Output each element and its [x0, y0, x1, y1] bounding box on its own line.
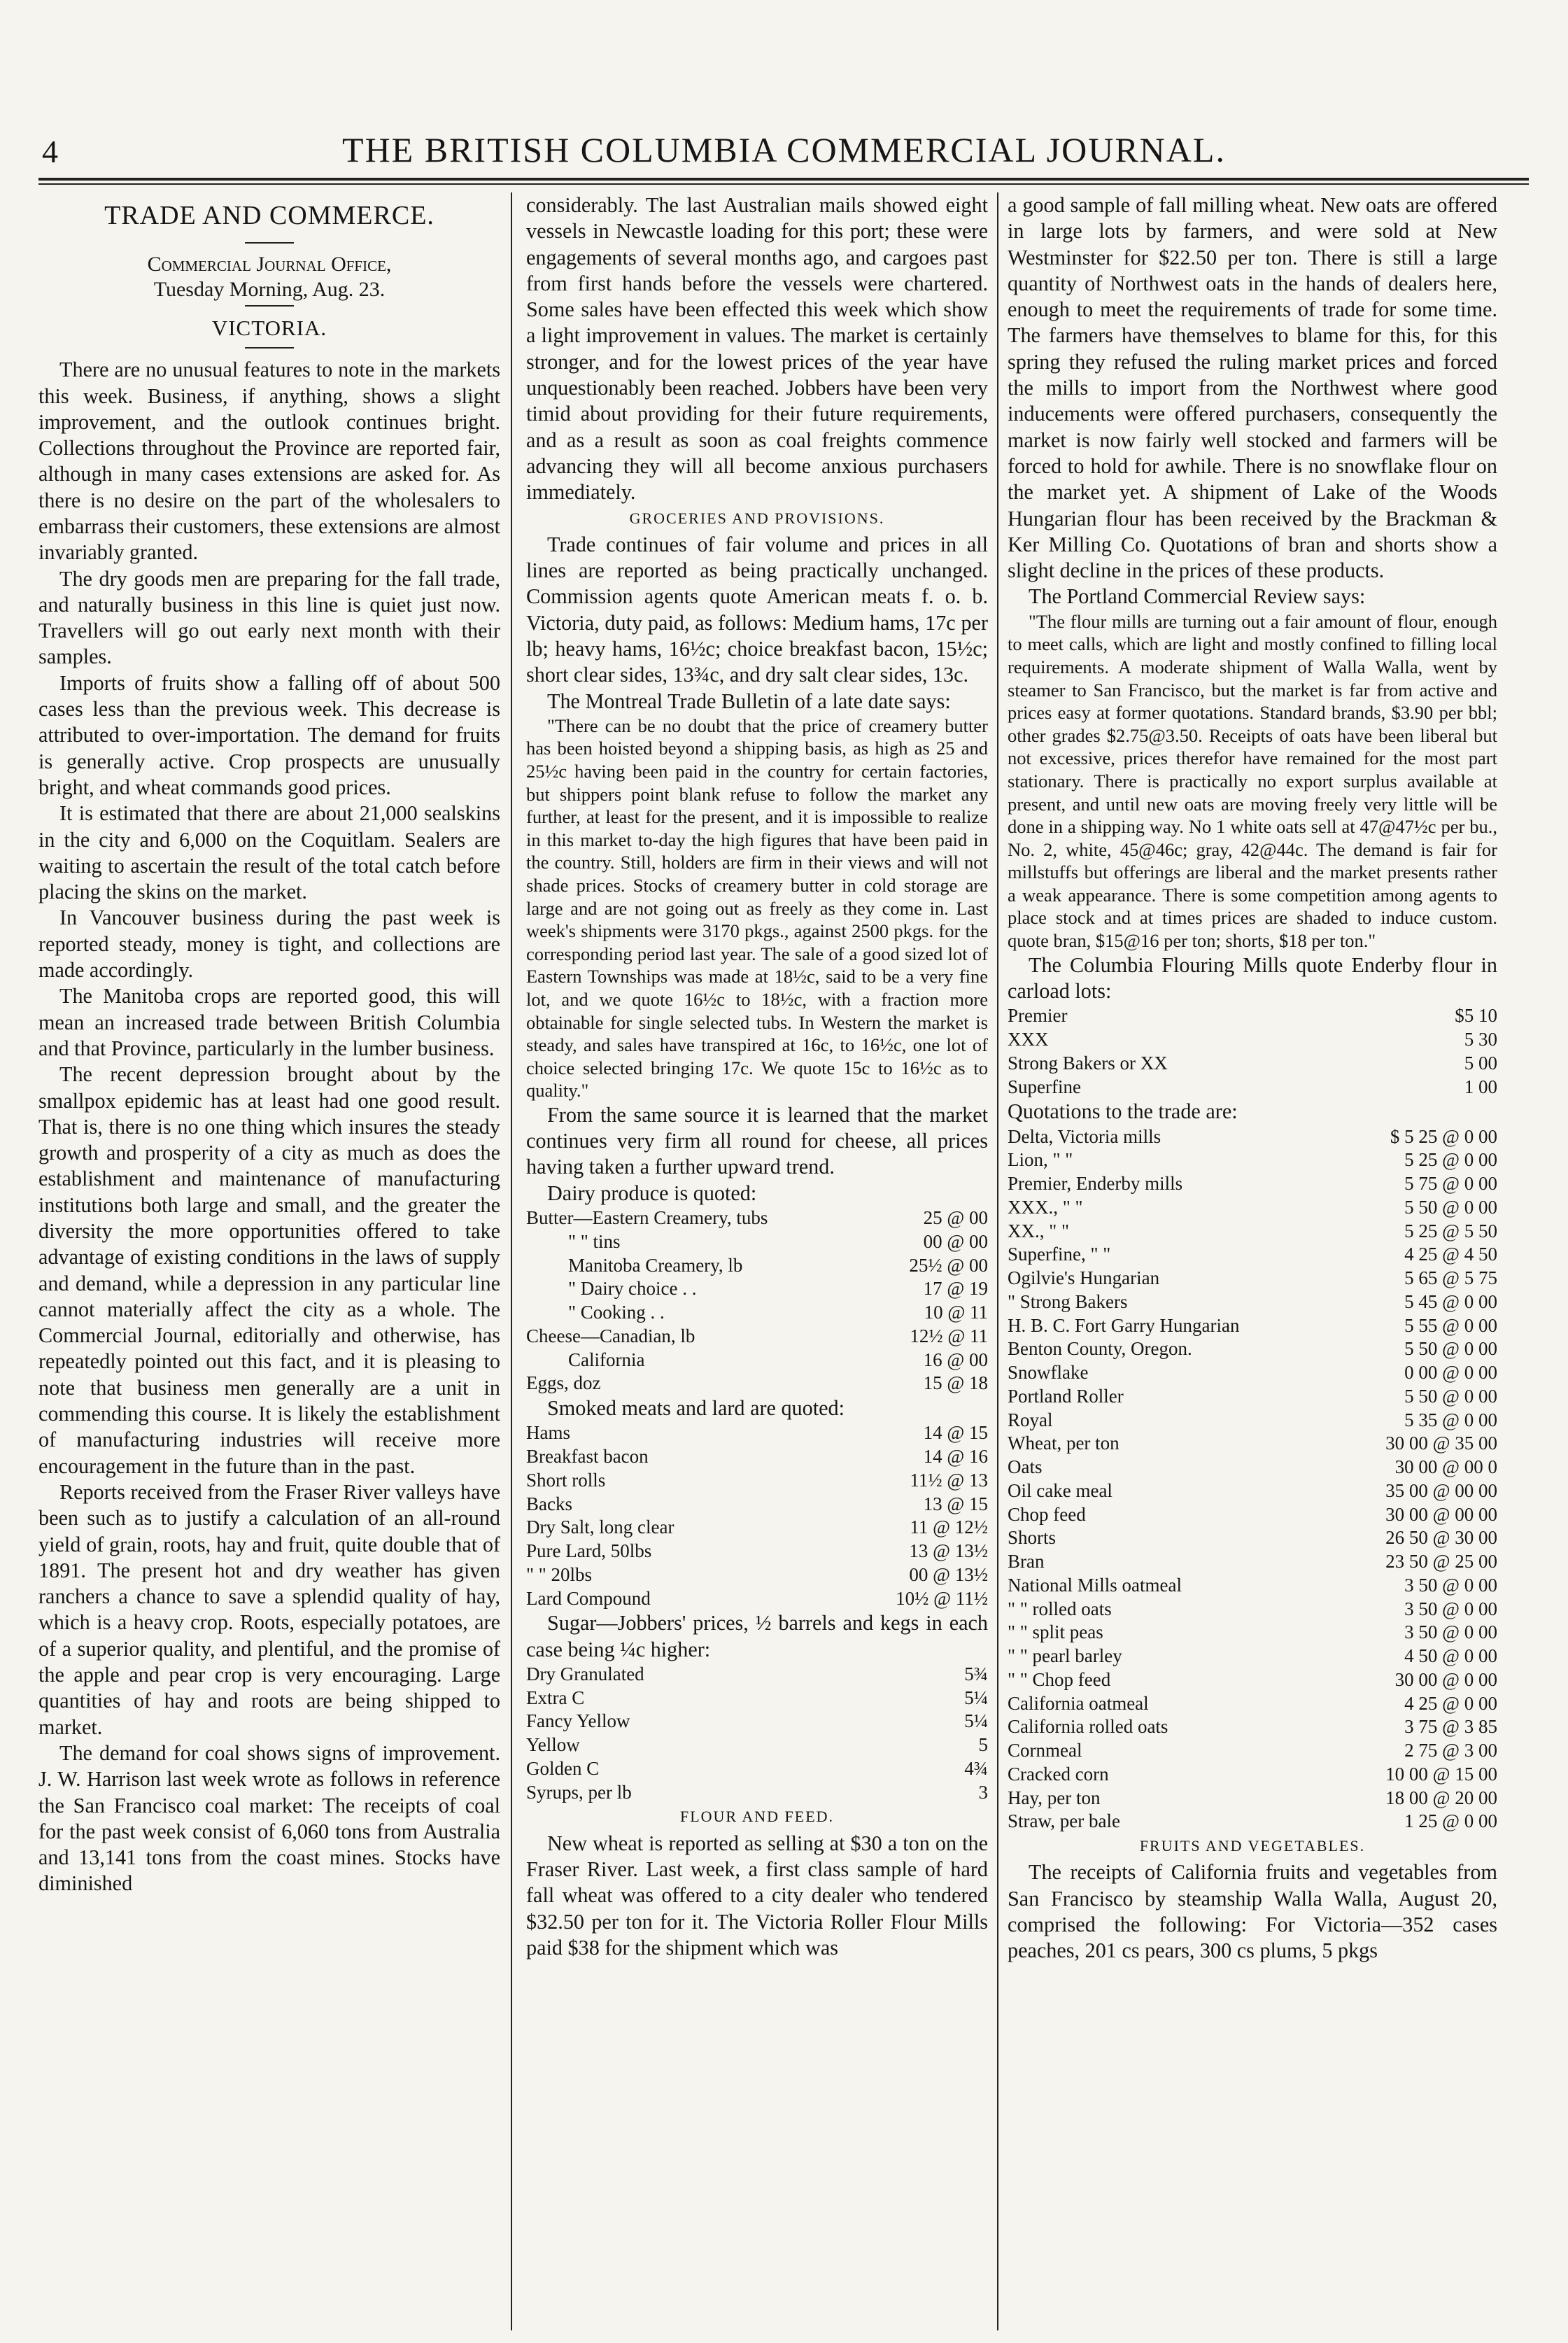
price-item: Ogilvie's Hungarian — [1008, 1267, 1160, 1289]
price-item: Pure Lard, 50lbs — [526, 1540, 652, 1562]
price-row — [526, 1372, 988, 1395]
price-item: Strong Bakers or XX — [1008, 1052, 1168, 1074]
price-item: Hay, per ton — [1008, 1787, 1101, 1808]
price-value: 5 45 @ 0 00 — [1404, 1290, 1497, 1312]
price-value: 25½ @ 00 — [909, 1254, 988, 1276]
price-value: 30 00 @ 35 00 — [1385, 1433, 1497, 1454]
price-row — [526, 1277, 988, 1301]
paragraph: Reports received from the Fraser River valleys have been such as to justify a calculation of an all-round yield of grain, roots, hay and fruit, quite double that of 1891. The present hot and dry weather has given ranchers a chance to save a splendid quality of hay, which is a heavy crop. Roots, especially potatoes, are of a superior quality, and plentiful, and the promise of the apple and pear crop is very encouraging. Large quantities of hay and roots are being shipped to market. — [38, 1479, 500, 1739]
price-value: 5¾ — [964, 1663, 988, 1684]
price-value: 4 50 @ 0 00 — [1404, 1645, 1497, 1667]
paragraph: In Vancouver business during the past week is reported steady, money is tight, and collections are made accordingly. — [38, 906, 500, 983]
price-item: Delta, Victoria mills — [1008, 1125, 1161, 1147]
price-row — [1008, 1645, 1497, 1668]
price-value: 14 @ 16 — [923, 1446, 988, 1468]
price-row — [1008, 1715, 1497, 1739]
price-value: 3 50 @ 0 00 — [1404, 1621, 1497, 1643]
price-value: 0 00 @ 0 00 — [1404, 1362, 1497, 1384]
price-row — [1008, 1692, 1497, 1716]
price-value: 00 @ 00 — [923, 1230, 988, 1252]
price-row — [1008, 1290, 1497, 1314]
price-item: Cheese—Canadian, lb — [526, 1325, 695, 1346]
price-value: 5 50 @ 0 00 — [1404, 1385, 1497, 1407]
price-value: 23 50 @ 25 00 — [1385, 1551, 1497, 1572]
price-item: Dry Granulated — [526, 1663, 644, 1684]
price-item: XX., " " — [1008, 1220, 1070, 1241]
price-value: 13 @ 15 — [923, 1493, 988, 1514]
trade-price-table — [1008, 1125, 1497, 1834]
price-row — [1008, 1076, 1497, 1099]
price-row — [526, 1663, 988, 1687]
price-item: Cornmeal — [1008, 1740, 1082, 1761]
price-item: Premier — [1008, 1005, 1068, 1027]
price-item: Yellow — [526, 1734, 580, 1756]
price-item: Chop feed — [1008, 1503, 1086, 1525]
price-row — [526, 1206, 988, 1230]
price-row — [1008, 1220, 1497, 1244]
office-name: Commercial Journal Office, — [147, 252, 392, 276]
price-value: 12½ @ 11 — [910, 1325, 988, 1346]
price-row — [1008, 1243, 1497, 1267]
price-value: 3 50 @ 0 00 — [1404, 1598, 1497, 1619]
paragraph: a good sample of fall milling wheat. New oats are offered in large lots by farmers, and were sold at New Westminster for $22.50 per ton. There is still a large quantity of Northwest oats in the hands of dealers here, enough to meet the requirements of trade for some time. The farmers have themselves to blame for this, for this spring they refused the ruling market prices and forced the mills to import from the Northwest where good inducements were offered purchasers, consequently the market is now fairly well stocked and farmers will be forced to hold for awhile. There is no snowflake flour on the market yet. A shipment of Lake of the Woods Hungarian flour has been received by the Brackman & Ker Milling Co. Quotations of bran and shorts show a slight decline in the prices of these products. — [1008, 193, 1497, 583]
price-value: 5 — [978, 1734, 988, 1756]
dairy-intro: Dairy produce is quoted: — [547, 1181, 757, 1205]
subheading-fruits: FRUITS AND VEGETABLES. — [1139, 1837, 1366, 1855]
price-row — [1008, 1763, 1497, 1787]
price-item: Manitoba Creamery, lb — [568, 1254, 743, 1276]
price-row — [526, 1254, 988, 1278]
section-heading: TRADE AND COMMERCE. — [104, 201, 435, 230]
price-item: Fancy Yellow — [526, 1710, 630, 1732]
header-rule-thin — [38, 183, 1529, 185]
price-value: 30 00 @ 0 00 — [1394, 1668, 1497, 1690]
price-row — [526, 1349, 988, 1372]
subheading-flour: FLOUR AND FEED. — [679, 1808, 835, 1826]
price-item: " " 20lbs — [526, 1563, 593, 1585]
price-item: Premier, Enderby mills — [1008, 1173, 1183, 1195]
price-item: Extra C — [526, 1687, 585, 1708]
price-row — [1008, 1337, 1497, 1361]
price-row — [1008, 1810, 1497, 1834]
price-item: Shorts — [1008, 1527, 1057, 1549]
price-value: 3 75 @ 3 85 — [1404, 1716, 1497, 1738]
price-value: 5¼ — [964, 1687, 988, 1708]
price-row — [1008, 1028, 1497, 1052]
price-item: Short rolls — [526, 1469, 606, 1491]
price-row — [1008, 1739, 1497, 1763]
price-value: 13 @ 13½ — [909, 1540, 988, 1562]
price-row — [1008, 1432, 1497, 1456]
price-row — [1008, 1479, 1497, 1503]
price-row — [526, 1469, 988, 1493]
dateline: Tuesday Morning, Aug. 23. — [153, 277, 386, 301]
price-row — [1008, 1598, 1497, 1621]
price-row — [1008, 1004, 1497, 1028]
price-row — [1008, 1526, 1497, 1550]
price-row — [1008, 1456, 1497, 1479]
price-value: 11½ @ 13 — [910, 1469, 988, 1491]
paragraph: Trade continues of fair volume and prices in all lines are reported as being practically unchanged. Commission agents quote American meats f. o. b. Victoria, duty paid, as follows: Medium hams, 17c per lb; heavy hams, 16½c; choice breakfast bacon, 15½c; short clear sides, 13¾c, and dry salt clear sides, 13c. — [526, 532, 988, 687]
price-value: 5 25 @ 5 50 — [1404, 1220, 1497, 1241]
smoked-intro: Smoked meats and lard are quoted: — [547, 1396, 845, 1421]
price-item: H. B. C. Fort Garry Hungarian — [1008, 1314, 1240, 1336]
price-item: " " Chop feed — [1008, 1668, 1111, 1690]
price-value: 5 00 — [1464, 1052, 1497, 1074]
price-row — [526, 1540, 988, 1563]
paragraph: The Montreal Trade Bulletin of a late date says: — [547, 689, 951, 713]
paragraph: The Portland Commercial Review says: — [1029, 584, 1366, 609]
page-number: 4 — [42, 134, 58, 169]
price-row — [1008, 1361, 1497, 1385]
price-item: Benton County, Oregon. — [1008, 1338, 1192, 1360]
price-row — [1008, 1314, 1497, 1338]
price-row — [1008, 1668, 1497, 1692]
price-row — [1008, 1172, 1497, 1196]
price-row — [526, 1301, 988, 1325]
price-item: Lard Compound — [526, 1587, 651, 1609]
price-value: 16 @ 00 — [923, 1349, 988, 1370]
price-item: " " pearl barley — [1008, 1645, 1122, 1667]
price-row — [1008, 1409, 1497, 1433]
price-value: 4 25 @ 0 00 — [1404, 1692, 1497, 1714]
column-divider — [997, 192, 998, 2330]
sugar-intro: Sugar—Jobbers' prices, ½ barrels and kegs in each case being ¼c higher: — [526, 1611, 988, 1661]
price-value: 35 00 @ 00 00 — [1385, 1479, 1497, 1501]
price-value: $5 10 — [1455, 1005, 1497, 1027]
paragraph: considerably. The last Australian mails showed eight vessels in Newcastle loading for this port; these were engagements of several months ago, and cargoes past from first hands before the vessels were chartered. Some sales have been effected this week which show a light improvement in values. The market is certainly stronger, and for the lowest prices of the year have unquestionably been reached. Jobbers have been very timid about providing for their future requirements, and as a result as soon as coal freights commence advancing they will all become anxious purchasers immediately. — [526, 193, 988, 505]
price-row — [1008, 1052, 1497, 1076]
price-item: Butter—Eastern Creamery, tubs — [526, 1207, 768, 1229]
price-row — [526, 1757, 988, 1781]
price-value: 17 @ 19 — [923, 1278, 988, 1300]
smoked-meats-table — [526, 1421, 988, 1610]
price-row — [526, 1587, 988, 1611]
price-item: Backs — [526, 1493, 572, 1514]
paragraph: There are no unusual features to note in the markets this week. Business, if anything, shows a slight improvement, and the outlook continues bright. Collections throughout the Province are reported fair, although in many cases extensions are asked for. As there is no desire on the part of the wholesalers to embarrass their customers, these extensions are almost invariably granted. — [38, 358, 500, 565]
price-value: 5 25 @ 0 00 — [1404, 1149, 1497, 1171]
price-item: Hams — [526, 1422, 570, 1444]
paragraph: New wheat is reported as selling at $30 a ton on the Fraser River. Last week, a first class sample of hard fall wheat was offered to a city dealer who tendered $32.50 per ton for it. The Victoria Roller Flour Mills paid $38 for the shipment which was — [526, 1831, 988, 1959]
price-value: 5 65 @ 5 75 — [1404, 1267, 1497, 1289]
price-item: Royal — [1008, 1409, 1053, 1430]
price-value: 2 75 @ 3 00 — [1404, 1740, 1497, 1761]
price-item: " " split peas — [1008, 1621, 1103, 1643]
price-item: Syrups, per lb — [526, 1781, 632, 1803]
price-value: 5 30 — [1464, 1029, 1497, 1050]
price-row — [1008, 1196, 1497, 1220]
price-item: " Strong Bakers — [1008, 1290, 1128, 1312]
heading-rule — [245, 305, 294, 307]
price-value: 18 00 @ 20 00 — [1385, 1787, 1497, 1808]
price-value: 3 — [978, 1781, 988, 1803]
price-row — [526, 1687, 988, 1710]
price-item: " Dairy choice . . — [568, 1278, 697, 1300]
price-row — [526, 1710, 988, 1733]
price-value: 5 55 @ 0 00 — [1404, 1314, 1497, 1336]
price-value: 26 50 @ 30 00 — [1385, 1527, 1497, 1549]
price-item: " " tins — [568, 1230, 621, 1252]
price-value: 30 00 @ 00 00 — [1385, 1503, 1497, 1525]
price-value: 5 50 @ 0 00 — [1404, 1196, 1497, 1218]
price-item: Superfine, " " — [1008, 1244, 1111, 1265]
price-row — [526, 1563, 988, 1587]
price-value: 25 @ 00 — [923, 1207, 988, 1229]
column-left — [38, 192, 500, 1897]
price-item: Oats — [1008, 1456, 1043, 1478]
price-value: 4¾ — [964, 1757, 988, 1779]
enderby-price-table — [1008, 1004, 1497, 1099]
dairy-price-table — [526, 1206, 988, 1395]
quoted-report: "The flour mills are turning out a fair amount of flour, enough to meet calls, which are light and mostly confined to filling local requirements. A moderate shipment of Walla Walla, went by steamer to San Francisco, but the market is far from active and prices easy at former quotations. Standard brands, $3.90 per bbl; other grades $2.75@3.50. Receipts of oats have been liberal but not excessive, prices therefor have remained for the most part stationary. There is practically no export surplus available at present, and until new oats are moving freely very little will be done in a shipping way. No 1 white oats sell at 47@47½c per bu., No. 2, white, 45@46c; gray, 42@44c. The demand is fair for millstuffs but offerings are liberal and the market presents rather a weak appearance. There is some competition among agents to place stock and at times prices are shaded to induce custom. quote bran, $15@16 per ton; shorts, $18 per ton." — [1008, 610, 1497, 952]
paragraph: The Manitoba crops are reported good, this will mean an increased trade between British Columbia and that Province, particularly in the lumber business. — [38, 984, 500, 1060]
subheading-groceries: GROCERIES AND PROVISIONS. — [629, 509, 885, 527]
price-item: Superfine — [1008, 1076, 1081, 1097]
price-value: 3 50 @ 0 00 — [1404, 1574, 1497, 1596]
price-value: 15 @ 18 — [923, 1372, 988, 1394]
price-value: 11 @ 12½ — [910, 1517, 988, 1538]
price-value: 4 25 @ 4 50 — [1404, 1244, 1497, 1265]
price-row — [526, 1445, 988, 1469]
trade-intro: Quotations to the trade are: — [1008, 1099, 1238, 1124]
price-row — [1008, 1385, 1497, 1409]
paragraph: It is estimated that there are about 21,000 sealskins in the city and 6,000 on the Coquitlam. Sealers are waiting to ascertain the result of the total catch before placing the skins on the market. — [38, 801, 500, 904]
price-row — [526, 1516, 988, 1540]
price-item: California oatmeal — [1008, 1692, 1149, 1714]
price-row — [526, 1781, 988, 1805]
price-item: Bran — [1008, 1551, 1045, 1572]
price-value: 1 00 — [1464, 1076, 1497, 1097]
price-row — [1008, 1787, 1497, 1810]
paragraph: From the same source it is learned that the market continues very firm all round for cheese, all prices having taken a further upward trend. — [526, 1102, 988, 1179]
price-item: Lion, " " — [1008, 1149, 1073, 1171]
price-value: $ 5 25 @ 0 00 — [1390, 1125, 1497, 1147]
price-row — [526, 1230, 988, 1254]
office-line — [38, 252, 500, 277]
price-value: 30 00 @ 00 0 — [1394, 1456, 1497, 1478]
paragraph: The receipts of California fruits and vegetables from San Francisco by steamship Walla Walla, August 20, comprised the following: For Victoria—352 cases peaches, 201 cs pears, 300 cs plums, 5 pkgs — [1008, 1860, 1497, 1963]
price-item: Dry Salt, long clear — [526, 1517, 674, 1538]
price-row — [1008, 1550, 1497, 1574]
heading-rule — [245, 347, 294, 349]
paragraph: The demand for coal shows signs of improvement. J. W. Harrison last week wrote as follows in reference the San Francisco coal market: The receipts of coal for the past week consist of 6,060 tons from Australia and 13,141 tons from the coast mines. Stocks have diminished — [38, 1740, 500, 1896]
quoted-report: "There can be no doubt that the price of creamery butter has been hoisted beyond a shipping basis, as high as 25 and 25½c having been paid in the country for certain factories, but shippers point blank refuse to follow the market any further, at least for the present, and it is impossible to realize in this market to-day the high figures that have been paid in the country. Still, holders are firm in their views and will not shade prices. Stocks of creamery butter in cold storage are large and are not going out as freely as they come in. Last week's shipments were 3170 pkgs., against 2500 pkgs. for the corresponding period last year. The sale of a good sized lot of Eastern Townships was made at 18½c, said to be a very fine lot, and we quote 16½c to 18½c, with a fraction more obtainable for single selected tubs. In Western the market is steady, and sales have transpired at 16c, to 16½c, one lot of choice selected bringing 17c. We quote 15c to 16½c as to quality." — [526, 715, 988, 1102]
price-item: Breakfast bacon — [526, 1446, 649, 1468]
price-row — [1008, 1148, 1497, 1172]
masthead-title: THE BRITISH COLUMBIA COMMERCIAL JOURNAL. — [342, 130, 1226, 169]
price-item: California rolled oats — [1008, 1716, 1168, 1738]
price-row — [1008, 1503, 1497, 1527]
city-heading: VICTORIA. — [211, 315, 327, 340]
price-value: 5 75 @ 0 00 — [1404, 1173, 1497, 1195]
price-value: 5¼ — [964, 1710, 988, 1732]
sugar-price-table — [526, 1663, 988, 1805]
price-row — [1008, 1621, 1497, 1645]
price-row — [526, 1733, 988, 1757]
price-value: 00 @ 13½ — [909, 1563, 988, 1585]
price-value: 10 @ 11 — [924, 1302, 988, 1323]
paragraph: Imports of fruits show a falling off of about 500 cases less than the previous week. This decrease is attributed to over-importation. The demand for fruits is generally active. Crop prospects are unusually bright, and wheat commands good prices. — [38, 670, 500, 799]
price-row — [1008, 1574, 1497, 1598]
price-row — [526, 1493, 988, 1517]
price-item: Straw, per bale — [1008, 1810, 1120, 1832]
paragraph: The Columbia Flouring Mills quote Enderby flour in carload lots: — [1008, 952, 1497, 1003]
price-value: 10 00 @ 15 00 — [1385, 1763, 1497, 1785]
price-row — [526, 1421, 988, 1445]
price-item: Eggs, doz — [526, 1372, 601, 1394]
price-item: Portland Roller — [1008, 1385, 1124, 1407]
paragraph: The recent depression brought about by the smallpox epidemic has at least had one good result. That is, there is no one thing which insures the steady growth and prosperity of a city as much as does the establishment and maintenance of manufacturing institutions both large and small, and the greater the diversity the more opportunities offered to take advantage of existing conditions in the laws of supply and demand, while a depression in any particular line cannot materially affect the city as a whole. The Commercial Journal, editorially and otherwise, has repeatedly pointed out this fact, and it is pleasing to note that business men generally are a unit in commending this course. It is likely the establishment of manufacturing industries will receive more encouragement in the future than in the past. — [38, 1062, 500, 1478]
price-value: 10½ @ 11½ — [896, 1587, 988, 1609]
price-row — [1008, 1125, 1497, 1149]
price-value: 5 35 @ 0 00 — [1404, 1409, 1497, 1430]
header-rule — [38, 178, 1529, 181]
heading-rule — [245, 242, 294, 244]
price-value: 1 25 @ 0 00 — [1404, 1810, 1497, 1832]
price-item: Wheat, per ton — [1008, 1433, 1120, 1454]
price-item: Snowflake — [1008, 1362, 1089, 1384]
column-divider — [511, 192, 512, 2330]
price-item: XXX — [1008, 1029, 1049, 1050]
price-value: 14 @ 15 — [923, 1422, 988, 1444]
column-middle — [526, 192, 988, 1961]
price-item: National Mills oatmeal — [1008, 1574, 1182, 1596]
price-item: California — [568, 1349, 645, 1370]
paragraph: The dry goods men are preparing for the fall trade, and naturally business in this line is quiet just now. Travellers will go out early next month with their samples. — [38, 566, 500, 669]
price-item: Golden C — [526, 1757, 600, 1779]
price-item: Cracked corn — [1008, 1763, 1109, 1785]
column-right — [1008, 192, 1497, 1964]
price-item: Oil cake meal — [1008, 1479, 1113, 1501]
price-row — [1008, 1267, 1497, 1290]
price-row — [526, 1325, 988, 1349]
price-item: XXX., " " — [1008, 1196, 1083, 1218]
price-value: 5 50 @ 0 00 — [1404, 1338, 1497, 1360]
price-item: " " rolled oats — [1008, 1598, 1112, 1619]
price-item: " Cooking . . — [568, 1302, 665, 1323]
